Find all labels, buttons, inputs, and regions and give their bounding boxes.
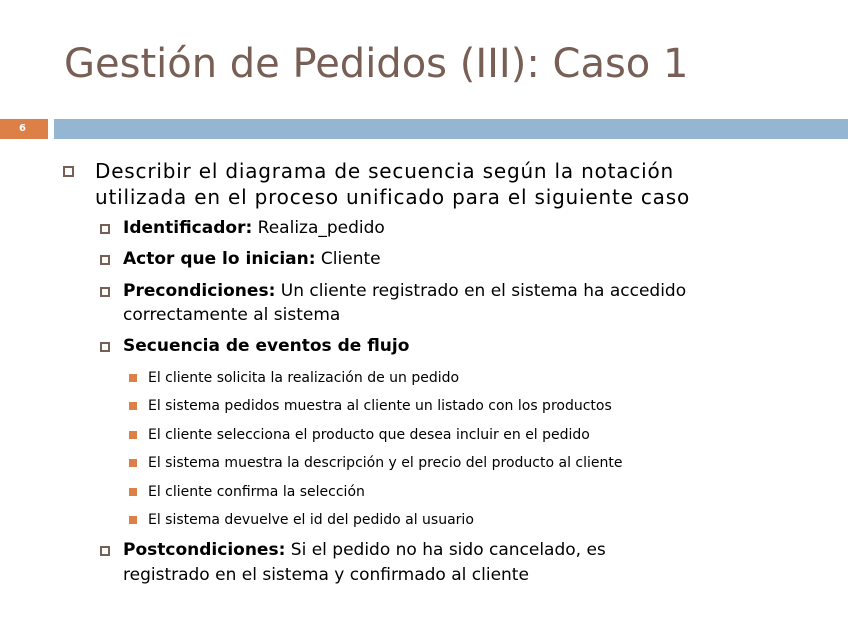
field-label: Precondiciones: — [123, 281, 276, 301]
flow-step: El cliente confirma la selección — [148, 484, 365, 500]
solid-square-bullet-icon — [129, 459, 137, 467]
field-postcondiciones-continuation: registrado en el sistema y confirmado al cliente — [123, 565, 529, 585]
solid-square-bullet-icon — [129, 516, 137, 524]
field-identificador — [123, 217, 385, 240]
solid-square-bullet-icon — [129, 431, 137, 439]
intro-line-2: utilizada en el proceso unificado para el siguiente caso — [95, 185, 690, 209]
flow-step: El sistema pedidos muestra al cliente un listado con los productos — [148, 398, 612, 414]
intro-line-1: Describir el diagrama de secuencia según la notación — [95, 159, 675, 183]
hollow-square-bullet-icon — [100, 546, 110, 556]
field-secuencia — [123, 335, 409, 358]
field-value: Cliente — [315, 249, 381, 269]
solid-square-bullet-icon — [129, 402, 137, 410]
page-number: 6 — [19, 123, 26, 134]
field-label: Secuencia de eventos de flujo — [123, 336, 410, 356]
field-value: Realiza_pedido — [252, 218, 385, 238]
field-label: Postcondiciones: — [123, 540, 286, 560]
solid-square-bullet-icon — [129, 374, 137, 382]
flow-step: El sistema muestra la descripción y el precio del producto al cliente — [148, 455, 623, 471]
flow-step: El cliente selecciona el producto que desea incluir en el pedido — [148, 427, 590, 443]
field-value: Un cliente registrado en el sistema ha accedido — [275, 281, 687, 301]
hollow-square-bullet-icon — [100, 224, 110, 234]
slide-title: Gestión de Pedidos (III): Caso 1 — [64, 41, 689, 87]
field-postcondiciones — [123, 539, 606, 562]
hollow-square-bullet-icon — [63, 166, 74, 177]
field-precondiciones-continuation: correctamente al sistema — [123, 305, 341, 325]
field-precondiciones — [123, 280, 686, 303]
field-actor — [123, 248, 381, 271]
field-label: Identificador: — [123, 218, 253, 238]
flow-step: El cliente solicita la realización de un pedido — [148, 370, 460, 386]
solid-square-bullet-icon — [129, 488, 137, 496]
hollow-square-bullet-icon — [100, 342, 110, 352]
hollow-square-bullet-icon — [100, 287, 110, 297]
hollow-square-bullet-icon — [100, 255, 110, 265]
flow-step: El sistema devuelve el id del pedido al usuario — [148, 512, 474, 528]
field-label: Actor que lo inician: — [123, 249, 316, 269]
field-value: Si el pedido no ha sido cancelado, es — [285, 540, 606, 560]
